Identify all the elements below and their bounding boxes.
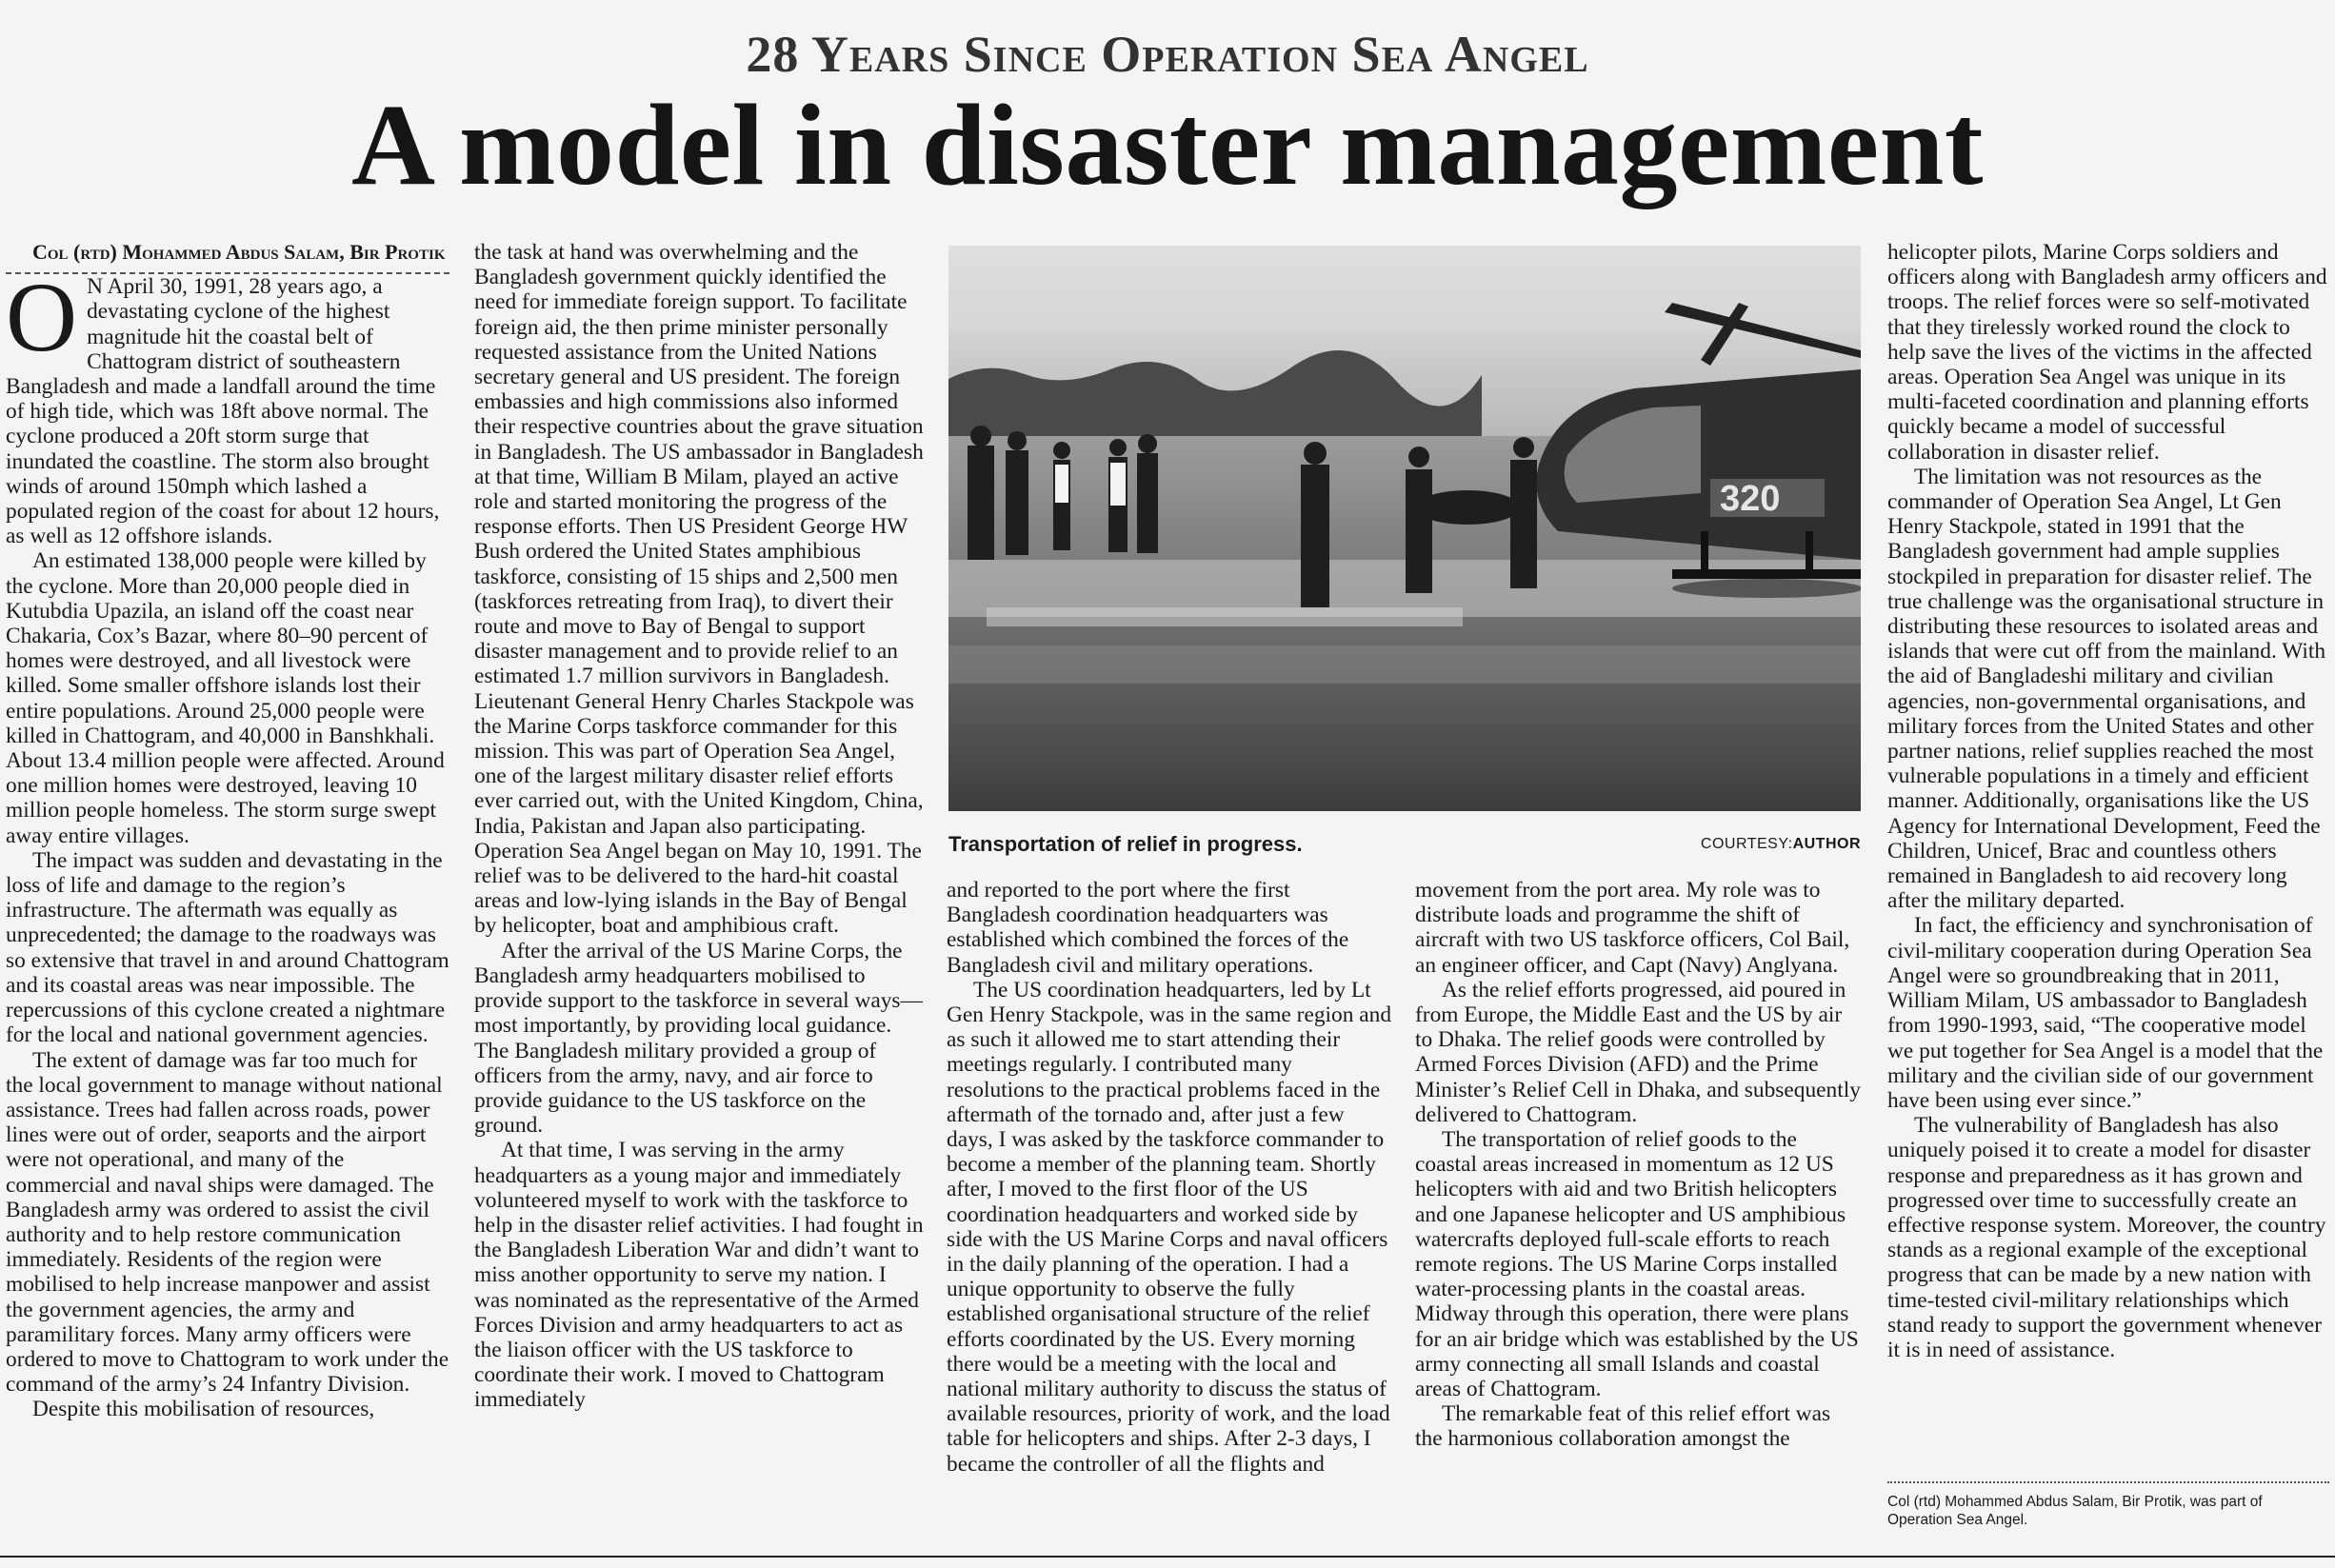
author-bio: Col (rtd) Mohammed Abdus Salam, Bir Protik, was part of Operation Sea Angel. [1887,1481,2329,1529]
photo-caption-row [948,830,1861,859]
byline: Col (rtd) Mohammed Abdus Salam, Bir Protik [6,240,449,274]
paragraph: The remarkable feat of this relief effort was the harmonious collaboration amongst the [1415,1401,1831,1452]
paragraph: At that time, I was serving in the army headquarters as a young major and immediately volunteered myself to work with the taskforce to help in the disaster relief activities. I had fought in the Bangladesh Liberation War and didn’t want to miss another opportunity to serve my nation. I was nominated as the representative of the Armed Forces Division and army headquarters to act as the liaison officer with the US taskforce to coordinate their work. I moved to Chattogram immediately [474,1138,924,1413]
photo-caption: Transportation of relief in progress. [948,832,1303,856]
article-column-3 [947,878,1392,1535]
bottom-rule [0,1556,2335,1558]
paragraph: As the relief efforts progressed, aid poured in from Europe, the Middle East and the US by air to Dhaka. The relief goods were controlled by Armed Forces Division (AFD) and the Prime Minister’s Relief Cell in Dhaka, and subsequently delivered to Chattogram. [1415,977,1861,1127]
helicopter-relief-photo [948,246,1861,811]
paragraph: After the arrival of the US Marine Corps, the Bangladesh army headquarters mobilised to provide support to the taskforce in several ways—most importantly, by providing local guidance. The Bangladesh military provided a group of officers from the army, navy, and air force to provide guidance to the US taskforce on the ground. [474,938,923,1139]
article-column-4 [1415,878,1863,1535]
paragraph: An estimated 138,000 people were killed by the cyclone. More than 20,000 people died in Kutubdia Upazila, an island off the coast near Chakaria, Cox’s Bazar, where 80–90 percent of homes were destroyed, and all livestock were killed. Some smaller offshore islands lost their entire populations. Around 25,000 people were killed in Chattogram, and 40,000 in Banshkhali. About 13.4 million people were affected. Around one million homes were destroyed, leaving 10 million people homeless. The storm surge swept away entire villages. [6,548,445,848]
paragraph: In fact, the efficiency and synchronisation of civil-military cooperation during Operation Sea Angel were so groundbreaking that in 2011, William Milam, US ambassador to Bangladesh from 1990-1993, said, “The cooperative model we put together for Sea Angel is a model that the military and the civilian side of our government have been using ever since.” [1887,913,2324,1113]
paragraph: The extent of damage was far too much for the local government to manage without national assistance. Trees had fallen across roads, power lines were out of order, seaports and the airport were not operational, and many of the commercial and naval ships were damaged. The Bangladesh army was ordered to assist the civil authority and to help restore communication immediately. Residents of the region were mobilised to help increase manpower and assist the government agencies, the army and paramilitary forces. Many army officers were ordered to move to Chattogram to work under the command of the army’s 24 Infantry Division. [6,1047,449,1398]
paragraph: The vulnerability of Bangladesh has also uniquely poised it to create a model for disaster response and preparedness as it has grown and progressed over time to successfully create an effective response system. Moreover, the country stands as a regional example of the exceptional progress that can be made by a new nation with time-tested civil-military relationships which stand ready to support the government whenever it is in need of assistance. [1887,1113,2326,1362]
photo-credit: COURTESY:AUTHOR [1700,836,1861,852]
paragraph: helicopter pilots, Marine Corps soldiers and officers along with Bangladesh army officers and troops. The relief forces were so self-motivated that they tirelessly worked round the clock to help save the lives of the victims in the affected areas. Operation Sea Angel was unique in its multi-faceted coordination and planning efforts quickly became a model of successful collaboration in disaster relief. [1887,240,2327,465]
paragraph: O N April 30, 1991, 28 years ago, a devastating cyclone of the highest magnitude hit the coastal belt of Chattogram district of southeastern Bangladesh and made a landfall around the time of high tide, which was 18ft above normal. The cyclone produced a 20ft storm surge that inundated the coastline. The storm also brought winds of around 150mph which lashed a populated region of the coast for about 12 hours, as well as 12 offshore islands. [6,263,440,549]
paragraph: the task at hand was overwhelming and the Bangladesh government quickly identified the need for immediate foreign support. To facilitate foreign aid, the then prime minister personally requested assistance from the United Nations secretary general and US president. The foreign embassies and high commissions also informed their respective countries about the grave situation in Bangladesh. The US ambassador in Bangladesh at that time, William B Milam, played an active role and started monitoring the progress of the response efforts. Then US President George HW Bush ordered the United States amphibious taskforce, consisting of 15 ships and 2,500 men (taskforces retreating from Iraq), to divert their route and move to Bay of Bengal to support disaster management and to provide relief to an estimated 1.7 million survivors in Bangladesh. Lieutenant General Henry Charles Stackpole was the Marine Corps taskforce commander for this mission. This was part of Operation Sea Angel, one of the largest military disaster relief efforts ever carried out, with the United Kingdom, China, India, Pakistan and Japan also participating. Operation Sea Angel began on May 10, 1991. The relief was to be delivered to the hard-hit coastal areas and low-lying islands in the Bay of Bengal by helicopter, boat and amphibious craft. [474,240,924,939]
article-column-1 [6,240,449,1535]
paragraph: The impact was sudden and devastating in the loss of life and damage to the region’s infrastructure. The aftermath was equally as unprecedented; the damage to the roadways was so extensive that travel in and around Chattogram and its coastal areas was near impossible. The repercussions of this cyclone created a nightmare for the local and national government agencies. [6,847,449,1048]
paragraph: Despite this mobilisation of resources, [32,1397,375,1422]
paragraph: movement from the port area. My role was to distribute loads and programme the shift of aircraft with two US taskforce officers, Col Bail, an engineer officer, and Capt (Navy) Anglyana. [1415,878,1850,978]
article-column-5 [1887,240,2329,1468]
paragraph: The limitation was not resources as the commander of Operation Sea Angel, Lt Gen Henry Stackpole, stated in 1991 that the Bangladesh government had ample supplies stockpiled in preparation for disaster relief. The true challenge was the organisational structure in distributing these resources to isolated areas and islands that were cut off from the mainland. With the aid of Bangladeshi military and civilian agencies, non-governmental organisations, and military forces from the United States and other partner nations, relief supplies reached the most vulnerable populations in a timely and efficient manner. Additionally, organisations like the US Agency for International Development, Feed the Children, Unicef, Brac and countless others remained in Bangladesh to aid recovery long after the military departed. [1887,464,2326,914]
paragraph: The US coordination headquarters, led by Lt Gen Henry Stackpole, was in the same region and as such it allowed me to start attending their meetings regularly. I contributed many resolutions to the practical problems faced in the aftermath of the tornado and, after just a few days, I was asked by the taskforce commander to become a member of the planning team. Shortly after, I moved to the first floor of the US coordination headquarters and worked side by side with the US Marine Corps and naval officers in the daily planning of the operation. I had a unique opportunity to observe the fully established organisational structure of the relief efforts coordinated by the US. Every morning there would be a meeting with the local and national military authority to discuss the status of available resources, priority of work, and the load table for helicopters and ships. After 2-3 days, I became the controller of all the flights and [947,977,1392,1477]
paragraph: The transportation of relief goods to the coastal areas increased in momentum as 12 US helicopters with aid and two British helicopters and one Japanese helicopter and US amphibious watercrafts deployed full-scale efforts to reach remote regions. The US Marine Corps installed water-processing plants in the coastal areas. Midway through this operation, there were plans for an air bridge which was established by the US army connecting all small Islands and coastal areas of Chattogram. [1415,1127,1859,1402]
paragraph: and reported to the port where the first Bangladesh coordination headquarters was established which combined the forces of the Bangladesh civil and military operations. [947,878,1349,978]
article-column-2 [474,240,926,1535]
drop-cap: O [6,263,78,373]
page-title: A model in disaster management [351,81,1984,209]
kicker-headline: 28 Years Since Operation Sea Angel [746,26,1589,83]
helicopter-number-label: 320 [1720,479,1781,519]
news-photo [948,246,1861,811]
